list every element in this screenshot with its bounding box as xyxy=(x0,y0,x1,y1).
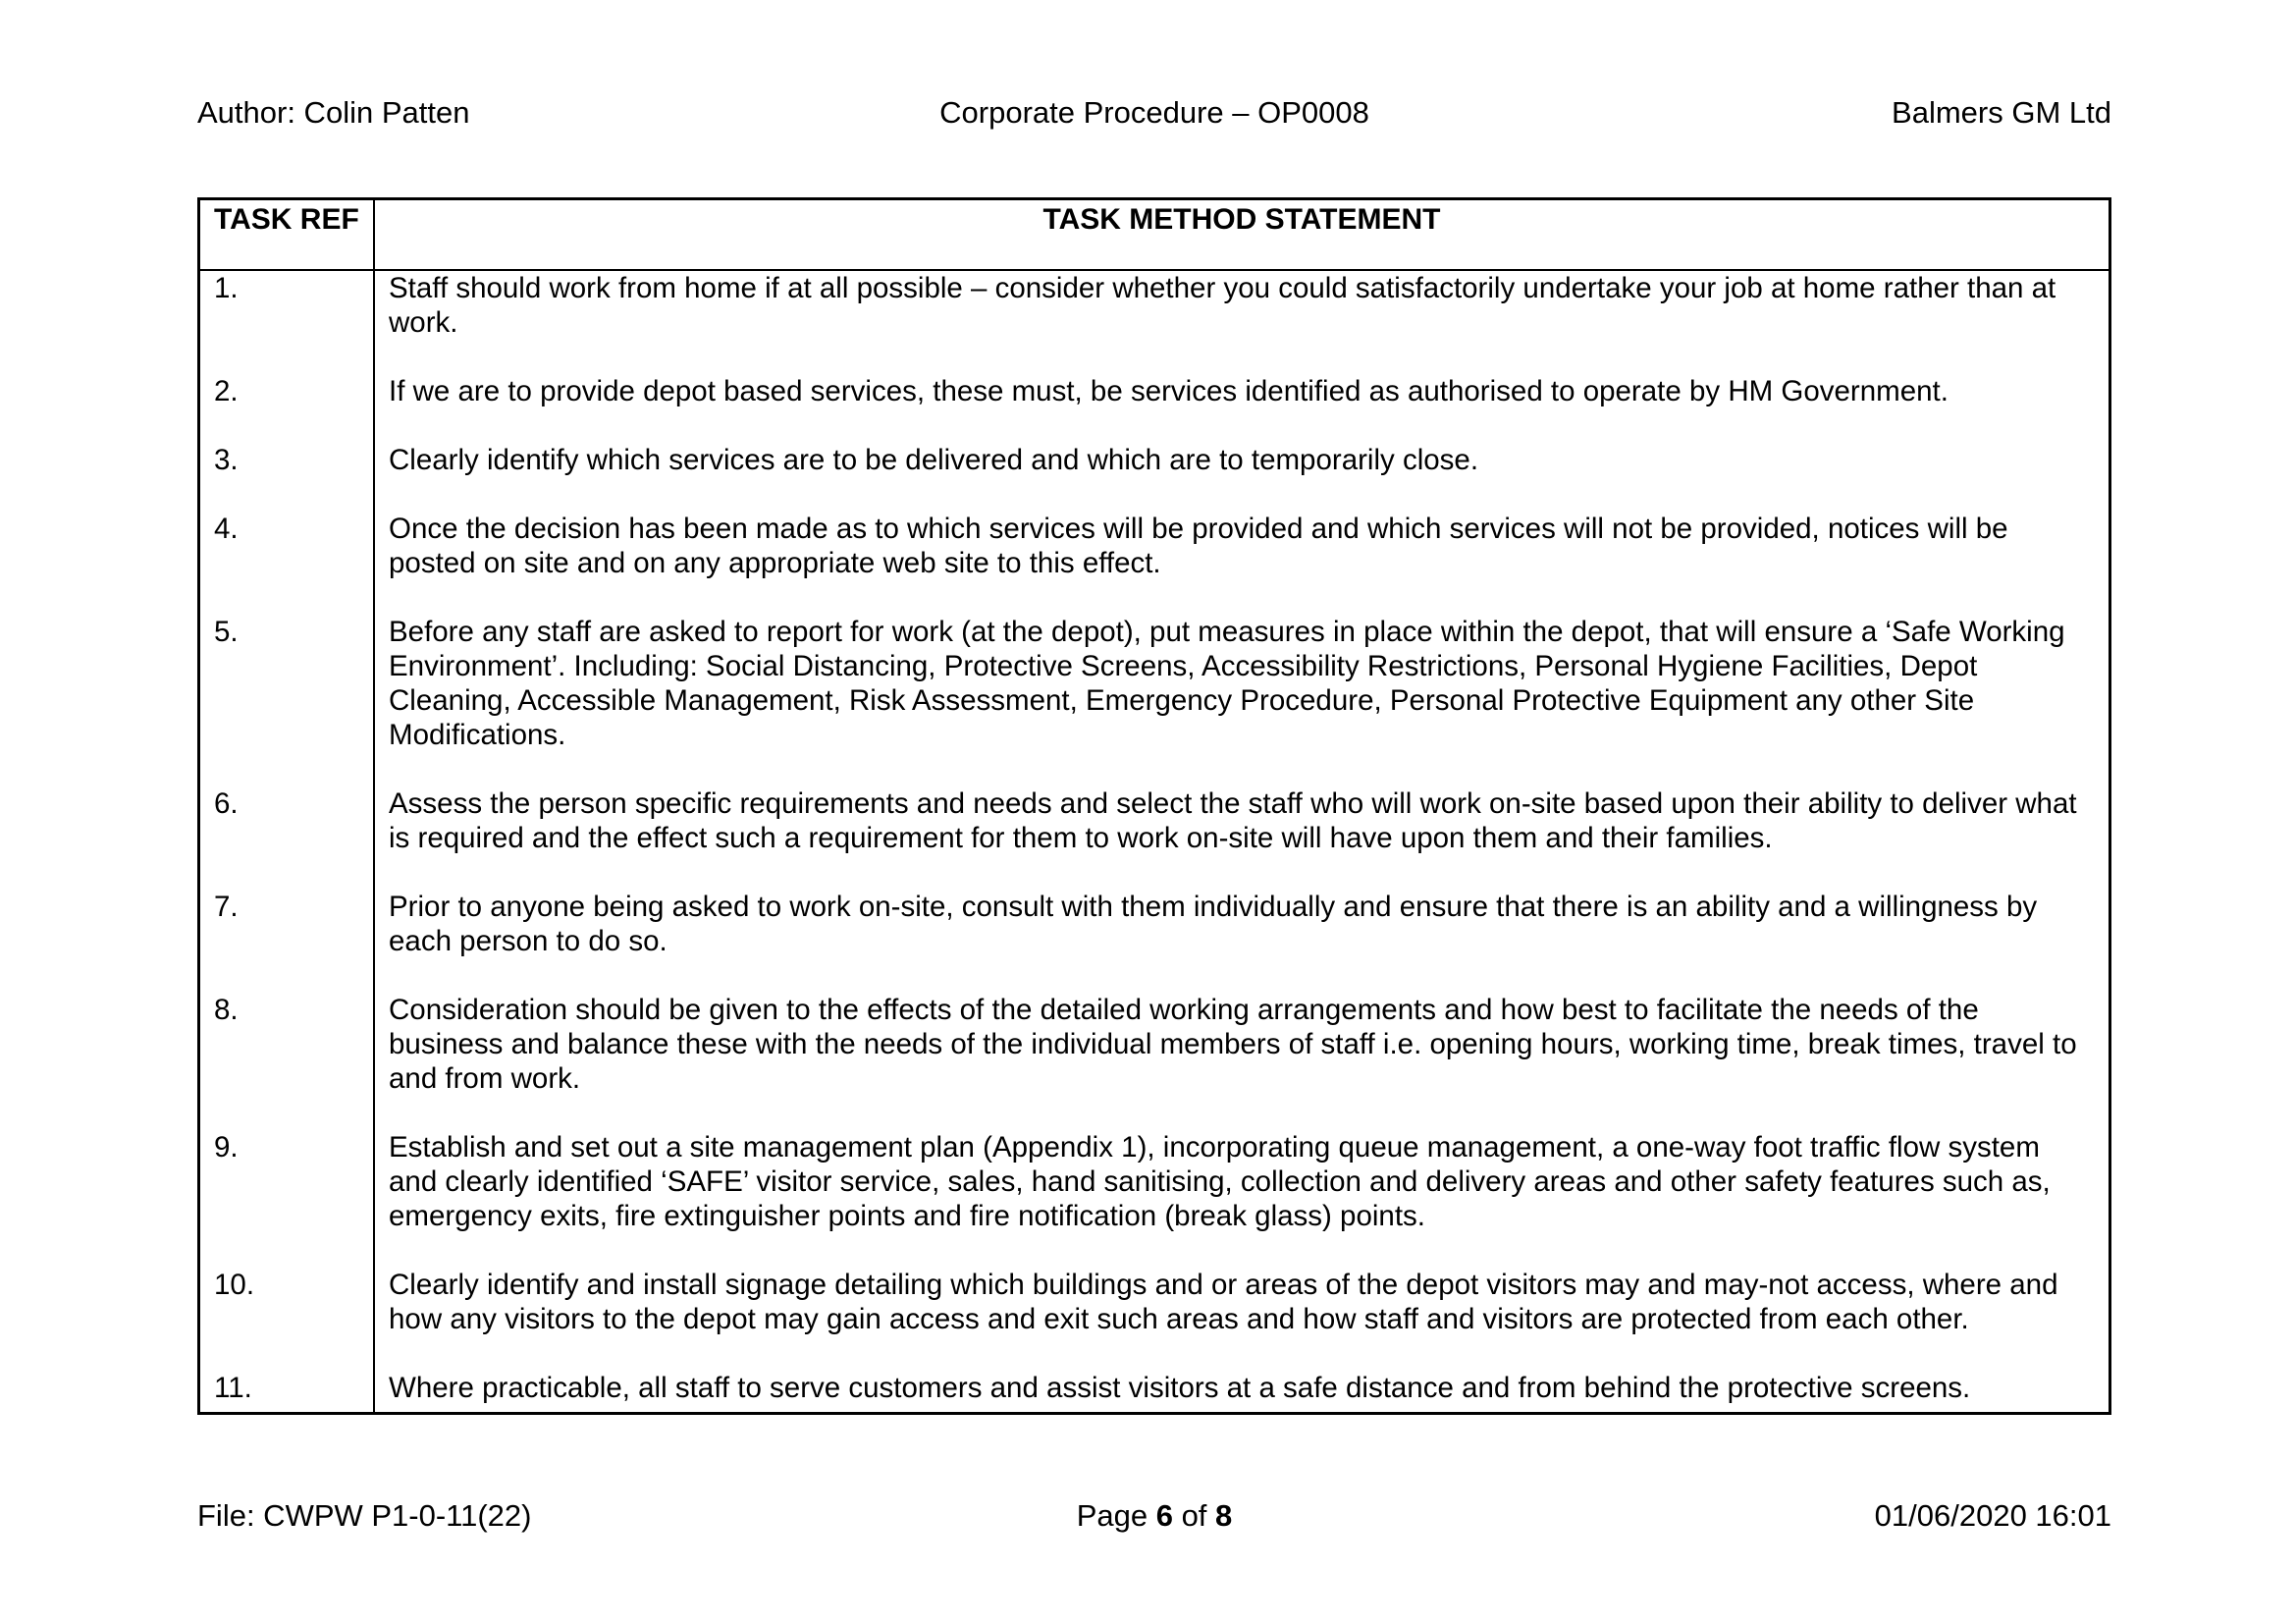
task-statement: Where practicable, all staff to serve customers and assist visitors at a safe distance and from behind the protective screens. xyxy=(389,1372,1971,1404)
table-row xyxy=(200,993,2109,1096)
page-label-mid: of xyxy=(1172,1498,1216,1533)
table-row xyxy=(200,1268,2109,1336)
task-ref: 11. xyxy=(214,1372,252,1404)
task-ref: 6. xyxy=(214,787,239,820)
table-row xyxy=(200,374,2109,408)
task-statement: Prior to anyone being asked to work on-site, consult with them individually and ensure that there is an ability and a willingness by each person to do so. xyxy=(389,891,2038,957)
page-footer xyxy=(197,1498,2111,1538)
task-ref: 9. xyxy=(214,1131,239,1164)
task-statement: Once the decision has been made as to which services will be provided and which services will not be provided, notices will be posted on site and on any appropriate web site to this effect. xyxy=(389,513,2008,579)
task-ref: 5. xyxy=(214,616,239,648)
task-statement: Establish and set out a site management plan (Appendix 1), incorporating queue management, a one-way foot traffic flow system and clearly identified ‘SAFE’ visitor service, sales, hand sanitising, collection and delivery areas and other safety features such as, emergency exits, fire extinguisher points and fire notification (break glass) points. xyxy=(389,1131,2051,1232)
header-procedure: Corporate Procedure – OP0008 xyxy=(939,95,1369,130)
task-method-table xyxy=(197,197,2111,1415)
header-author: Author: Colin Patten xyxy=(197,95,470,130)
table-row xyxy=(200,443,2109,477)
task-ref: 3. xyxy=(214,444,239,476)
column-header-task-method-statement: TASK METHOD STATEMENT xyxy=(1042,203,1441,236)
footer-page-number xyxy=(197,1498,2111,1534)
page-total: 8 xyxy=(1215,1498,1233,1533)
task-statement: Assess the person specific requirements and needs and select the staff who will work on-site based upon their ability to deliver what is required and the effect such a requirement for them to work on-site will have upon them and their families. xyxy=(389,787,2077,854)
column-header-task-ref: TASK REF xyxy=(214,203,359,236)
footer-datetime: 01/06/2020 16:01 xyxy=(1874,1498,2111,1533)
task-ref: 4. xyxy=(214,513,239,545)
task-ref: 8. xyxy=(214,994,239,1026)
table-row xyxy=(200,271,2109,340)
task-statement: If we are to provide depot based services, these must, be services identified as authorised to operate by HM Government. xyxy=(389,375,1949,407)
page-current: 6 xyxy=(1155,1498,1173,1533)
table-row xyxy=(200,890,2109,958)
table-row xyxy=(200,786,2109,855)
task-statement: Clearly identify which services are to be delivered and which are to temporarily close. xyxy=(389,444,1479,476)
task-ref: 1. xyxy=(214,272,239,304)
table-row xyxy=(200,512,2109,580)
table-row xyxy=(200,1130,2109,1233)
task-statement: Before any staff are asked to report for work (at the depot), put measures in place within the depot, that will ensure a ‘Safe Working Environment’. Including: Social Distancing, Protective Screens, Accessibility Restrictions, Personal Hygiene Facilities, Depot Cleaning, Accessible Management, Risk Assessment, Emergency Procedure, Personal Protective Equipment any other Site Modifications. xyxy=(389,616,2065,751)
table-row xyxy=(200,1371,2109,1405)
table-body xyxy=(200,271,2109,1439)
task-ref: 7. xyxy=(214,891,239,923)
header-company: Balmers GM Ltd xyxy=(1892,95,2111,130)
task-statement: Consideration should be given to the effects of the detailed working arrangements and how best to facilitate the needs of the business and balance these with the needs of the individual members of staff i.e. opening hours, working time, break times, travel to and from work. xyxy=(389,994,2077,1095)
page-header xyxy=(197,95,2111,135)
table-row xyxy=(200,615,2109,752)
footer-file: File: CWPW P1-0-11(22) xyxy=(197,1498,532,1533)
task-statement: Clearly identify and install signage detailing which buildings and or areas of the depot visitors may and may-not access, where and how any visitors to the depot may gain access and exit such areas and how staff and visitors are protected from each other. xyxy=(389,1269,2058,1335)
page-label-prefix: Page xyxy=(1076,1498,1156,1533)
task-ref: 10. xyxy=(214,1269,255,1301)
task-ref: 2. xyxy=(214,375,239,407)
task-statement: Staff should work from home if at all possible – consider whether you could satisfactorily undertake your job at home rather than at work. xyxy=(389,272,2056,339)
